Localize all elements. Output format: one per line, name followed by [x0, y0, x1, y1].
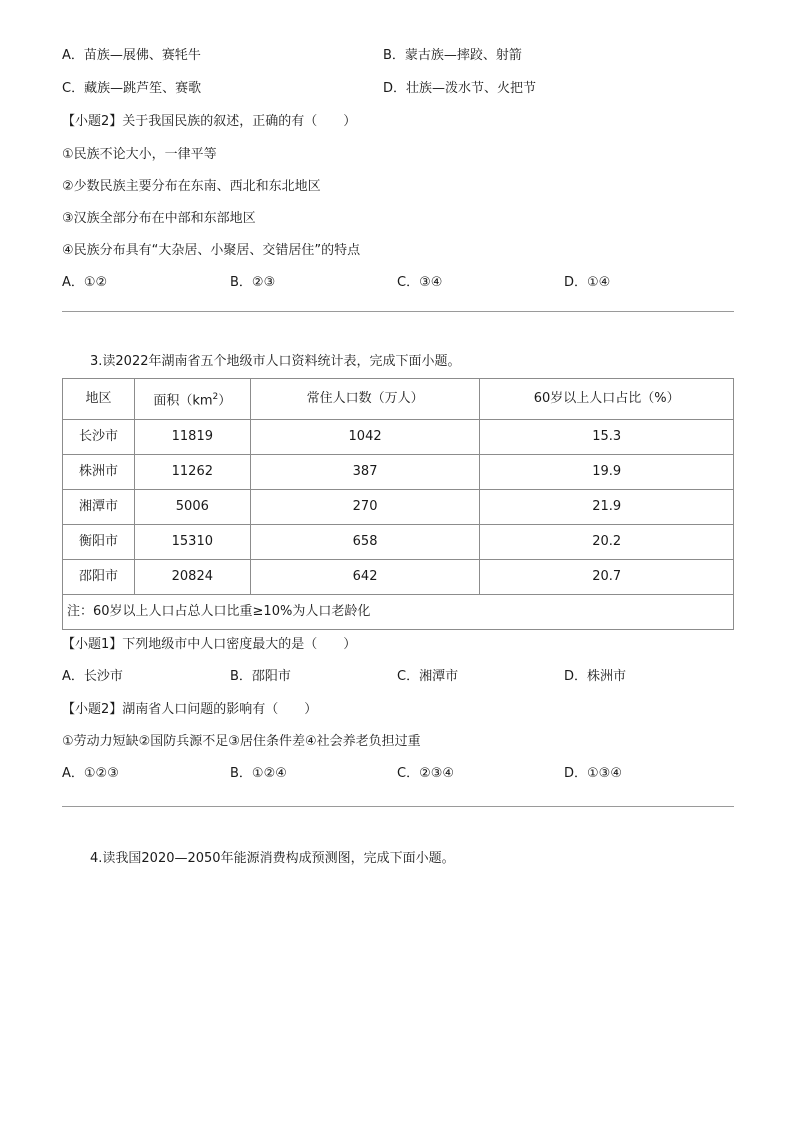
table-cell: 湘潭市: [63, 490, 135, 525]
table-row: [63, 420, 734, 455]
table-cell: 20.2: [480, 525, 734, 560]
q3-sub2-statements: ①劳动力短缺②国防兵源不足③居住条件差④社会养老负担过重: [62, 734, 421, 749]
table-cell: 11262: [134, 455, 250, 490]
table-row: [63, 490, 734, 525]
option-d: D．①③④: [564, 766, 622, 781]
option-b: B．邵阳市: [230, 669, 291, 684]
statement-3: ③汉族全部分布在中部和东部地区: [62, 211, 256, 226]
divider: [62, 311, 734, 312]
table-cell: 株洲市: [63, 455, 135, 490]
option-b: B．②③: [230, 275, 276, 290]
header-region: 地区: [63, 379, 135, 420]
option-a: A．①②: [62, 275, 108, 290]
q4-stem: 4.读我国2020—2050年能源消费构成预测图，完成下面小题。: [90, 851, 455, 866]
table-header-row: [63, 379, 734, 420]
table-note: 注：60岁以上人口占总人口比重≥10%为人口老龄化: [63, 595, 734, 630]
table-cell: 1042: [250, 420, 480, 455]
statement-2: ②少数民族主要分布在东南、西北和东北地区: [62, 179, 321, 194]
q3-sub2-stem: 【小题2】湖南省人口问题的影响有（ ）: [62, 702, 318, 717]
header-population: 常住人口数（万人）: [250, 379, 480, 420]
option-c: C．湘潭市: [397, 669, 459, 684]
table-row: [63, 455, 734, 490]
table-note-row: [63, 595, 734, 630]
statement-1: ①民族不论大小，一律平等: [62, 147, 217, 162]
table-cell: 642: [250, 560, 480, 595]
q3-stem: 3.读2022年湖南省五个地级市人口资料统计表，完成下面小题。: [90, 354, 461, 369]
table-cell: 20824: [134, 560, 250, 595]
option-c: C．③④: [397, 275, 443, 290]
divider: [62, 806, 734, 807]
table-cell: 邵阳市: [63, 560, 135, 595]
option-d: D．壮族—泼水节、火把节: [383, 81, 537, 96]
table-cell: 5006: [134, 490, 250, 525]
option-c: C．藏族—跳芦笙、赛歌: [62, 81, 202, 96]
table-cell: 19.9: [480, 455, 734, 490]
sub2-stem: 【小题2】关于我国民族的叙述，正确的有（ ）: [62, 114, 357, 129]
table-cell: 15310: [134, 525, 250, 560]
option-a: A．苗族—展佛、赛牦牛: [62, 48, 201, 63]
table-cell: 15.3: [480, 420, 734, 455]
table-cell: 长沙市: [63, 420, 135, 455]
table-cell: 11819: [134, 420, 250, 455]
table-cell: 387: [250, 455, 480, 490]
statement-4: ④民族分布具有“大杂居、小聚居、交错居住”的特点: [62, 243, 361, 258]
table-cell: 270: [250, 490, 480, 525]
option-d: D．株洲市: [564, 669, 627, 684]
table-cell: 20.7: [480, 560, 734, 595]
table-cell: 21.9: [480, 490, 734, 525]
header-area: 面积$(km^2)$: [134, 379, 250, 420]
option-a: A．①②③: [62, 766, 119, 781]
option-a: A．长沙市: [62, 669, 123, 684]
table-row: [63, 560, 734, 595]
table-cell: 衡阳市: [63, 525, 135, 560]
q3-sub1-stem: 【小题1】下列地级市中人口密度最大的是（ ）: [62, 637, 357, 652]
option-d: D．①④: [564, 275, 611, 290]
option-b: B．①②④: [230, 766, 287, 781]
option-c: C．②③④: [397, 766, 455, 781]
table-row: [63, 525, 734, 560]
table-cell: 658: [250, 525, 480, 560]
header-elderly-ratio: 60岁以上人口占比（%）: [480, 379, 734, 420]
population-table: [62, 378, 734, 630]
option-b: B．蒙古族—摔跤、射箭: [383, 48, 522, 63]
